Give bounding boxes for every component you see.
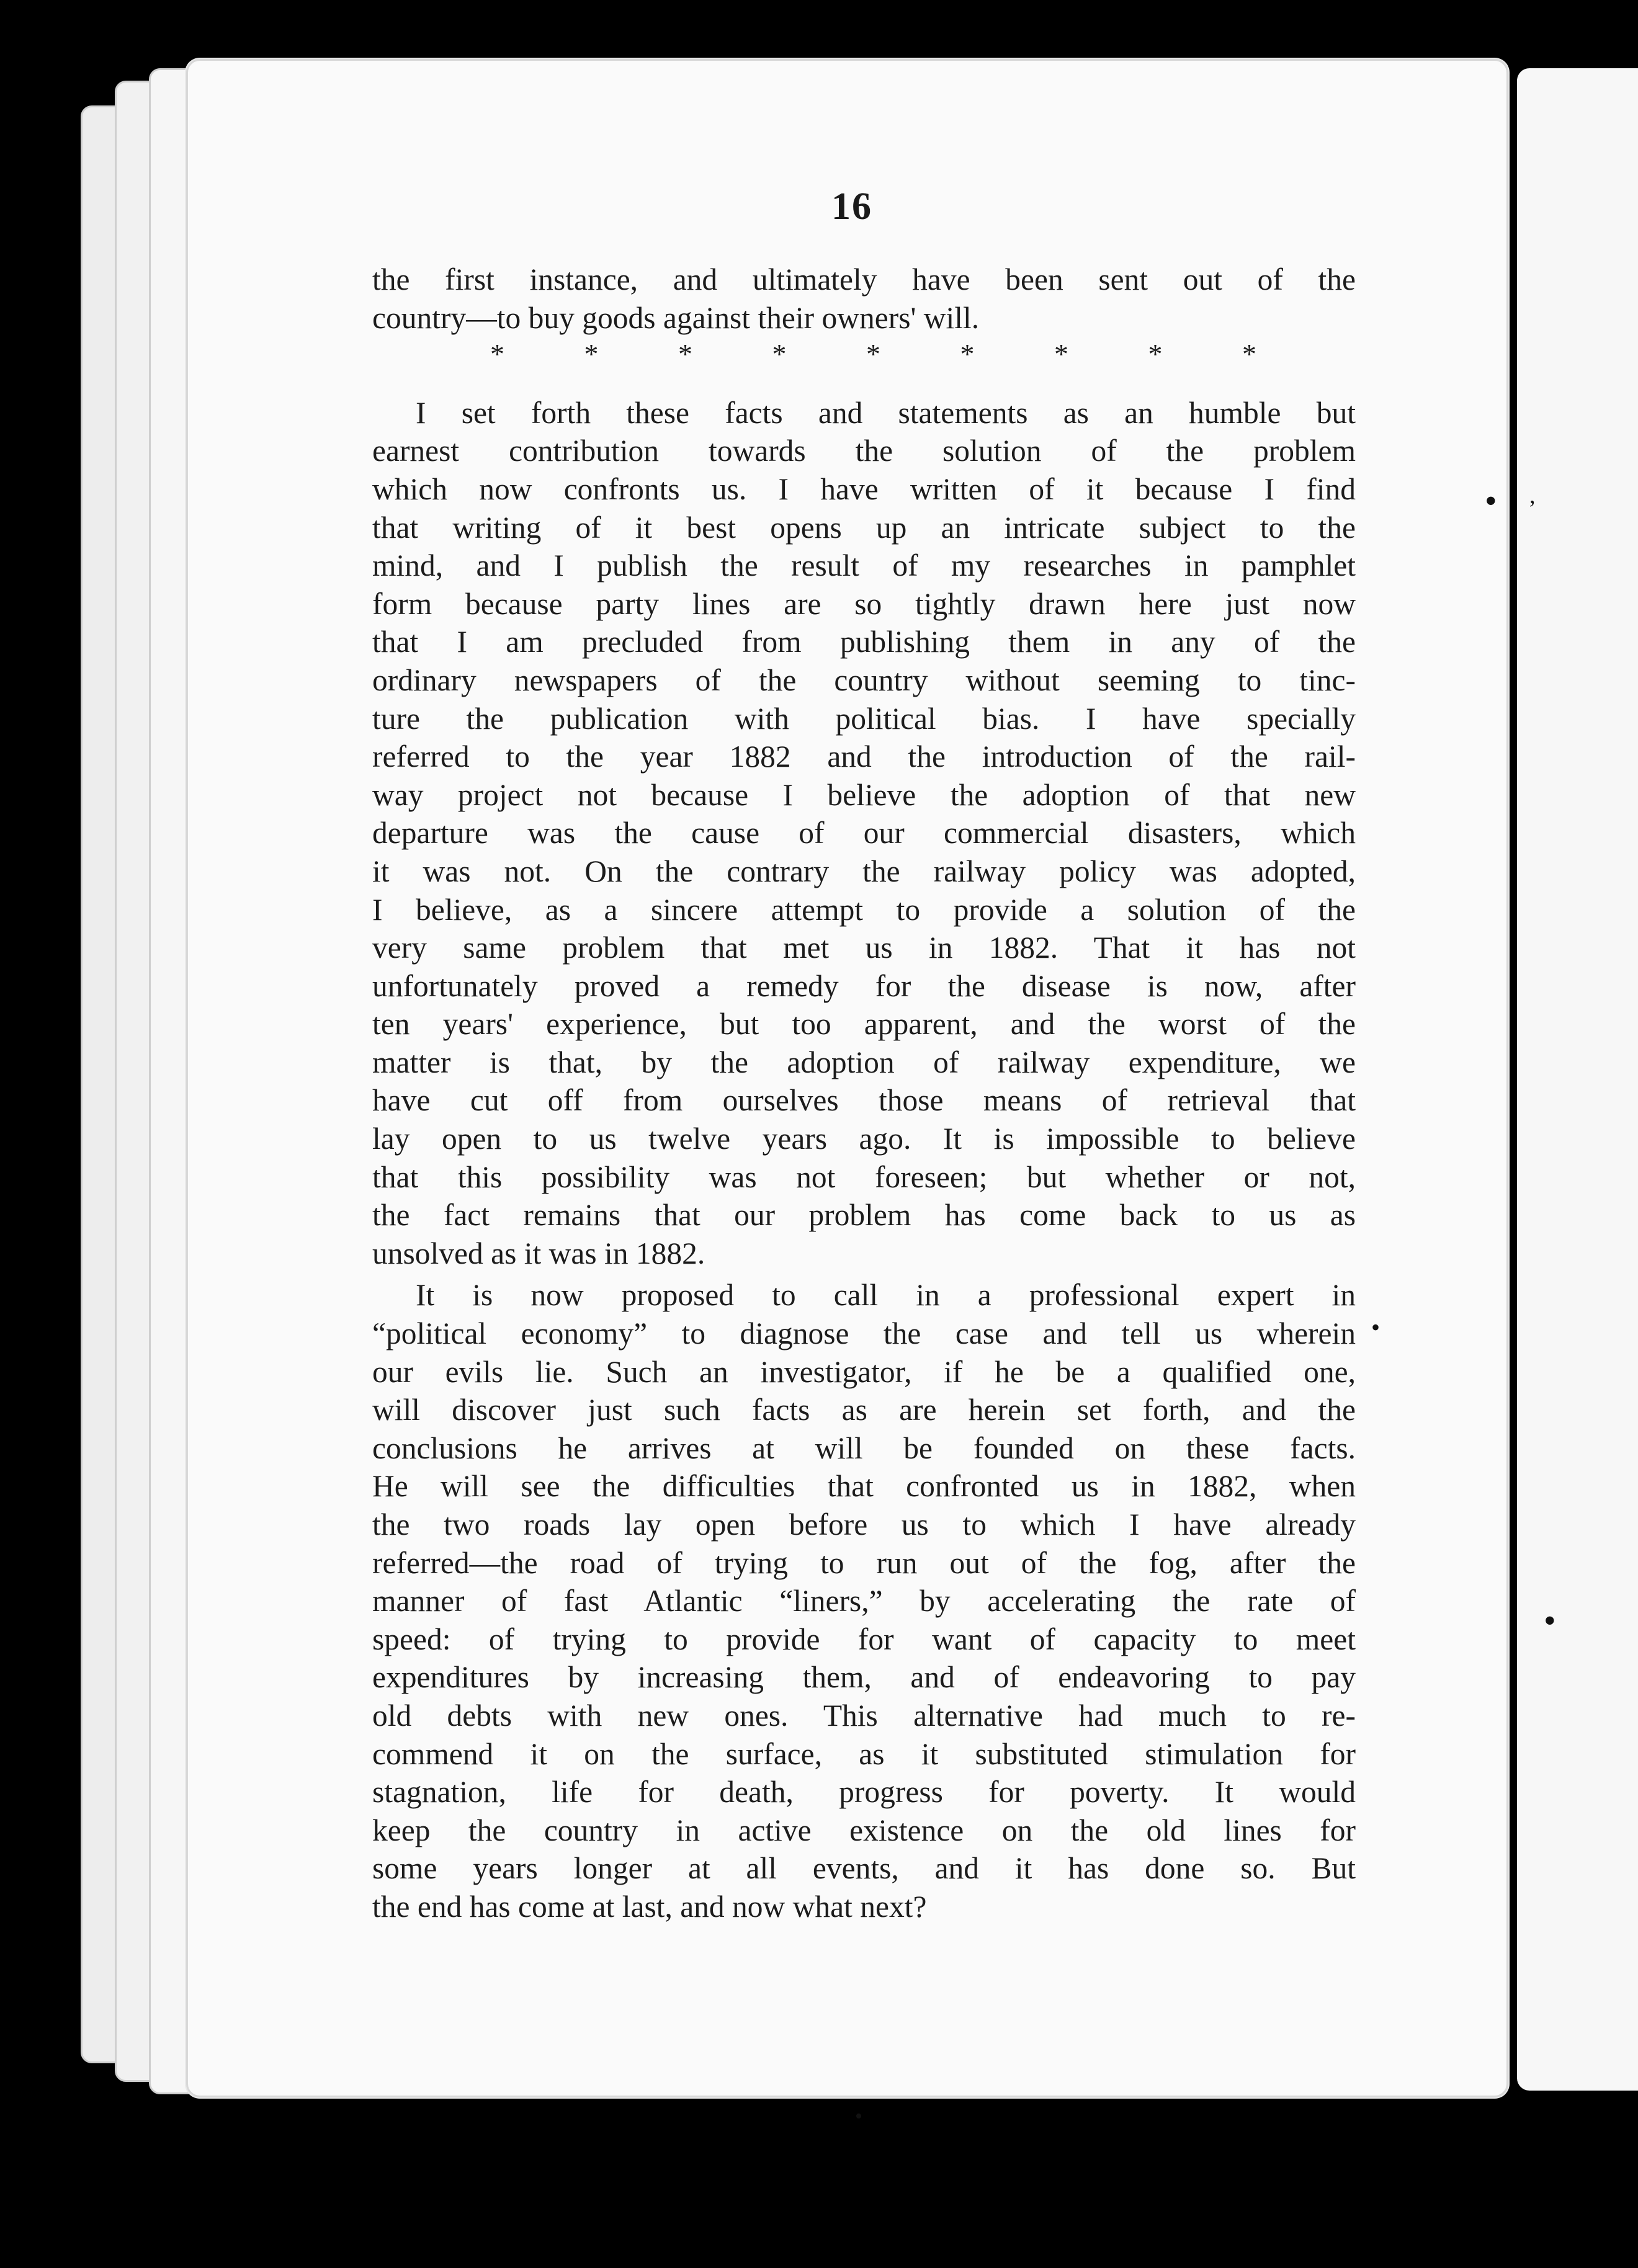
text-line: some years longer at all events, and it has done so. But: [372, 1851, 1356, 1886]
separator-star: *: [1242, 338, 1256, 370]
text-line: “political economy” to diagnose the case and tell us wherein: [372, 1316, 1356, 1351]
separator-star: *: [1148, 338, 1163, 370]
text-line: unfortunately proved a remedy for the disease is now, after: [372, 968, 1356, 1003]
text-line: unsolved as it was in 1882.: [372, 1236, 705, 1270]
text-line: I believe, as a sincere attempt to provide a solution of the: [372, 892, 1356, 927]
margin-speck: •: [1544, 1602, 1556, 1640]
separator-star: *: [678, 338, 692, 370]
text-line: ordinary newspapers of the country without seeming to tinc-: [372, 663, 1356, 697]
text-line: He will see the difficulties that confronted us in 1882, when: [372, 1469, 1356, 1504]
paragraph-2: [372, 1276, 1356, 1926]
text-line: lay open to us twelve years ago. It is impossible to believe: [372, 1122, 1356, 1156]
text-line: form because party lines are so tightly drawn here just now: [372, 586, 1356, 621]
section-separator: [490, 337, 1256, 375]
text-line: that I am precluded from publishing them in any of the: [372, 625, 1356, 659]
text-line: country—to buy goods against their owners' will.: [372, 300, 980, 335]
text-line: ture the publication with political bias. I have specially: [372, 701, 1356, 736]
text-line: It is now proposed to call in a professional expert in: [416, 1278, 1356, 1313]
text-line: very same problem that met us in 1882. That it has not: [372, 931, 1356, 965]
separator-star: *: [584, 338, 599, 370]
margin-speck: •: [1371, 1313, 1381, 1341]
text-line: keep the country in active existence on the old lines for: [372, 1813, 1356, 1847]
text-line: the two roads lay open before us to which I have already: [372, 1507, 1356, 1542]
separator-star: *: [1054, 338, 1068, 370]
text-line: stagnation, life for death, progress for poverty. It would: [372, 1775, 1356, 1810]
page-text: [372, 261, 1356, 1926]
text-line: I set forth these facts and statements as an humble but: [416, 395, 1356, 430]
text-line: referred to the year 1882 and the introduction of the rail-: [372, 739, 1356, 774]
text-line: the end has come at last, and now what next?: [372, 1889, 927, 1924]
page-number: 16: [831, 185, 872, 228]
text-line: expenditures by increasing them, and of endeavoring to pay: [372, 1660, 1356, 1695]
separator-star: *: [960, 338, 975, 370]
text-line: the fact remains that our problem has come back to us as: [372, 1198, 1356, 1233]
facing-page-edge: [1517, 68, 1638, 2091]
text-line: it was not. On the contrary the railway policy was adopted,: [372, 854, 1356, 888]
text-line: commend it on the surface, as it substituted stimulation for: [372, 1736, 1356, 1771]
text-line: old debts with new ones. This alternative had much to re-: [372, 1698, 1356, 1733]
separator-star: *: [772, 338, 787, 370]
text-line: matter is that, by the adoption of railway expenditure, we: [372, 1045, 1356, 1079]
text-line: speed: of trying to provide for want of capacity to meet: [372, 1622, 1356, 1656]
separator-star: *: [866, 338, 880, 370]
text-line: the first instance, and ultimately have been sent out of the: [372, 262, 1356, 297]
paragraph-1: [372, 394, 1356, 1273]
text-line: manner of fast Atlantic “liners,” by accelerating the rate of: [372, 1584, 1356, 1618]
text-line: earnest contribution towards the solution of the problem: [372, 434, 1356, 468]
separator-star: *: [490, 338, 504, 370]
text-line: ten years' experience, but too apparent, and the worst of the: [372, 1007, 1356, 1042]
text-line: conclusions he arrives at will be founded on these facts.: [372, 1431, 1356, 1465]
text-line: have cut off from ourselves those means of retrieval that: [372, 1083, 1356, 1118]
text-line: mind, and I publish the result of my researches in pamphlet: [372, 548, 1356, 583]
margin-speck: •: [1485, 482, 1497, 520]
text-line: way project not because I believe the adoption of that new: [372, 777, 1356, 812]
margin-speck: •: [855, 2105, 862, 2128]
text-line: that writing of it best opens up an intricate subject to the: [372, 510, 1356, 545]
text-line: our evils lie. Such an investigator, if he be a qualified one,: [372, 1354, 1356, 1389]
text-line: that this possibility was not foreseen; but whether or not,: [372, 1159, 1356, 1194]
margin-speck: ,: [1529, 483, 1536, 509]
text-line: will discover just such facts as are herein set forth, and the: [372, 1393, 1356, 1427]
text-line: referred—the road of trying to run out of the fog, after the: [372, 1545, 1356, 1580]
text-line: which now confronts us. I have written of it because I find: [372, 471, 1356, 506]
text-line: departure was the cause of our commercial disasters, which: [372, 816, 1356, 850]
